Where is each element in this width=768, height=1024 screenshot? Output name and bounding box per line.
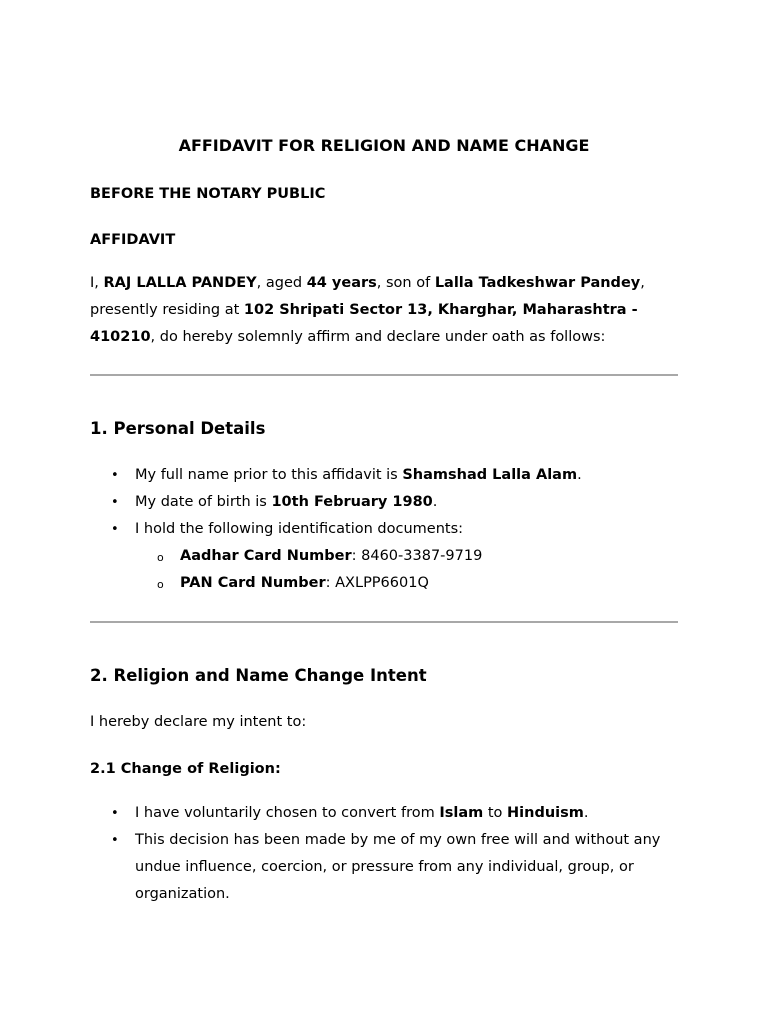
- list-item-aadhar: [135, 543, 678, 570]
- intro-paragraph: [90, 270, 678, 351]
- conversion-suffix: .: [583, 805, 589, 821]
- conversion-to-text: to: [483, 805, 508, 821]
- change-of-religion-heading: 2.1 Change of Religion:: [90, 761, 281, 777]
- document-title: AFFIDAVIT FOR RELIGION AND NAME CHANGE: [178, 136, 590, 155]
- section-2-heading: 2. Religion and Name Change Intent: [90, 666, 427, 685]
- aadhar-value: : 8460-3387-9719: [351, 548, 483, 564]
- dob-suffix: .: [432, 494, 438, 510]
- section-divider-2: [90, 621, 678, 623]
- intro-text-5: , do hereby solemnly affirm and declare under oath as follows:: [150, 329, 606, 345]
- religion-change-list: [90, 800, 678, 908]
- conversion-text: I have voluntarily chosen to convert from: [135, 805, 440, 821]
- list-item-conversion: [90, 800, 678, 827]
- intro-text-1: I,: [90, 275, 104, 291]
- deponent-name: RAJ LALLA PANDEY: [103, 275, 257, 291]
- intro-text-2: , aged: [256, 275, 307, 291]
- list-item-dob: [90, 489, 678, 516]
- list-item-former-name: [90, 462, 678, 489]
- dob-value: 10th February 1980: [271, 494, 433, 510]
- dob-label: My date of birth is: [135, 494, 272, 510]
- affidavit-label: AFFIDAVIT: [90, 232, 176, 248]
- former-name-value: Shamshad Lalla Alam: [402, 467, 578, 483]
- list-item-id-documents: [90, 516, 678, 597]
- religion-to: Hinduism: [507, 805, 584, 821]
- former-name-label: My full name prior to this affidavit is: [135, 467, 403, 483]
- section-divider-1: [90, 374, 678, 376]
- aadhar-label: Aadhar Card Number: [180, 548, 352, 564]
- religion-from: Islam: [439, 805, 484, 821]
- section-1-heading: 1. Personal Details: [90, 419, 266, 438]
- intro-text-4: , presently residing at: [90, 275, 645, 318]
- residence-address: 102 Shripati Sector 13, Kharghar, Maharashtra - 410210: [90, 302, 638, 345]
- intro-text-3: , son of: [376, 275, 435, 291]
- deponent-age: 44 years: [306, 275, 377, 291]
- before-notary-heading: BEFORE THE NOTARY PUBLIC: [90, 186, 326, 202]
- father-name: Lalla Tadkeshwar Pandey: [434, 275, 641, 291]
- list-item-pan: [135, 570, 678, 597]
- list-item-free-will: [90, 827, 678, 908]
- id-documents-list: [135, 543, 678, 597]
- pan-label: PAN Card Number: [180, 575, 326, 591]
- id-documents-text: I hold the following identification documents:: [135, 521, 464, 537]
- personal-details-list: [90, 462, 678, 597]
- intent-text: I hereby declare my intent to:: [90, 714, 307, 730]
- free-will-text: This decision has been made by me of my own free will and without any undue influence, coercion, or pressure from any individual, group, or organization.: [135, 832, 661, 902]
- pan-value: : AXLPP6601Q: [325, 575, 429, 591]
- former-name-suffix: .: [577, 467, 582, 483]
